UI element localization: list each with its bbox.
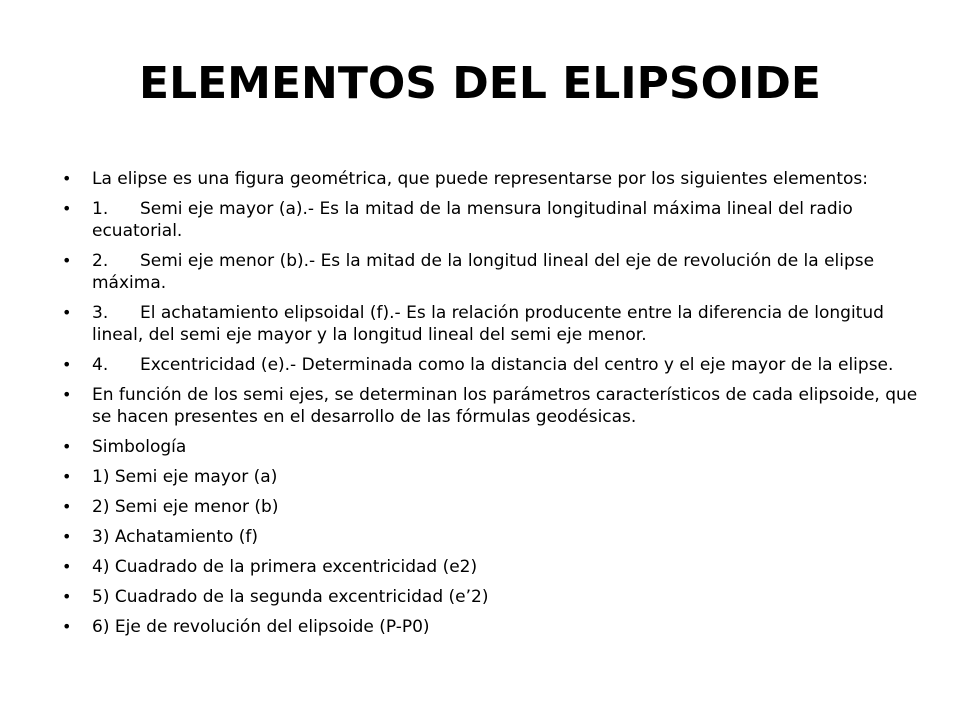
list-item — [62, 384, 922, 428]
list-item — [62, 586, 922, 608]
bullet-icon: • — [62, 169, 72, 188]
list-item — [62, 198, 922, 242]
list-item-number: 1. — [92, 199, 109, 219]
list-item-number: 3. — [92, 303, 109, 323]
list-item — [62, 466, 922, 488]
bullet-icon: • — [62, 497, 72, 516]
list-item — [62, 250, 922, 294]
list-item-text: 5) Cuadrado de la segunda excentricidad (e’2) — [92, 587, 489, 607]
bullet-icon: • — [62, 587, 72, 606]
list-item-text: La elipse es una figura geométrica, que puede representarse por los siguientes elementos: — [92, 169, 868, 189]
list-item-text: Semi eje menor (b).- Es la mitad de la longitud lineal del eje de revolución de la elipse máxima. — [92, 251, 875, 293]
list-item-text: Semi eje mayor (a).- Es la mitad de la mensura longitudinal máxima lineal del radio ecuatorial. — [92, 199, 853, 241]
bullet-icon: • — [62, 527, 72, 546]
list-item — [62, 354, 922, 376]
list-item — [62, 526, 922, 548]
bullet-icon: • — [62, 251, 72, 270]
list-item-text: Excentricidad (e).- Determinada como la distancia del centro y el eje mayor de la elipse. — [140, 355, 894, 375]
bullet-icon: • — [62, 303, 72, 322]
list-item-text: 6) Eje de revolución del elipsoide (P-P0) — [92, 617, 430, 637]
slide-title: ELEMENTOS DEL ELIPSOIDE — [139, 58, 821, 109]
bullet-icon: • — [62, 199, 72, 218]
bullet-icon: • — [62, 385, 72, 404]
list-item — [62, 496, 922, 518]
list-item-text: En función de los semi ejes, se determinan los parámetros característicos de cada elipsoide, que se hacen presentes en el desarrollo de las fórmulas geodésicas. — [92, 385, 918, 427]
list-item-number: 4. — [92, 355, 109, 375]
bullet-list — [62, 168, 922, 646]
list-item-text: Simbología — [92, 437, 187, 457]
list-item — [62, 436, 922, 458]
bullet-icon: • — [62, 467, 72, 486]
list-item-text: 3) Achatamiento (f) — [92, 527, 259, 547]
list-item — [62, 168, 922, 190]
list-item-text: El achatamiento elipsoidal (f).- Es la relación producente entre la diferencia de longitud lineal, del semi eje mayor y la longitud lineal del semi eje menor. — [92, 303, 884, 345]
list-item-text: 1) Semi eje mayor (a) — [92, 467, 278, 487]
bullet-icon: • — [62, 557, 72, 576]
list-item — [62, 302, 922, 346]
bullet-icon: • — [62, 617, 72, 636]
list-item — [62, 616, 922, 638]
list-item — [62, 556, 922, 578]
bullet-icon: • — [62, 437, 72, 456]
bullet-icon: • — [62, 355, 72, 374]
list-item-number: 2. — [92, 251, 109, 271]
list-item-text: 2) Semi eje menor (b) — [92, 497, 279, 517]
list-item-text: 4) Cuadrado de la primera excentricidad (e2) — [92, 557, 478, 577]
